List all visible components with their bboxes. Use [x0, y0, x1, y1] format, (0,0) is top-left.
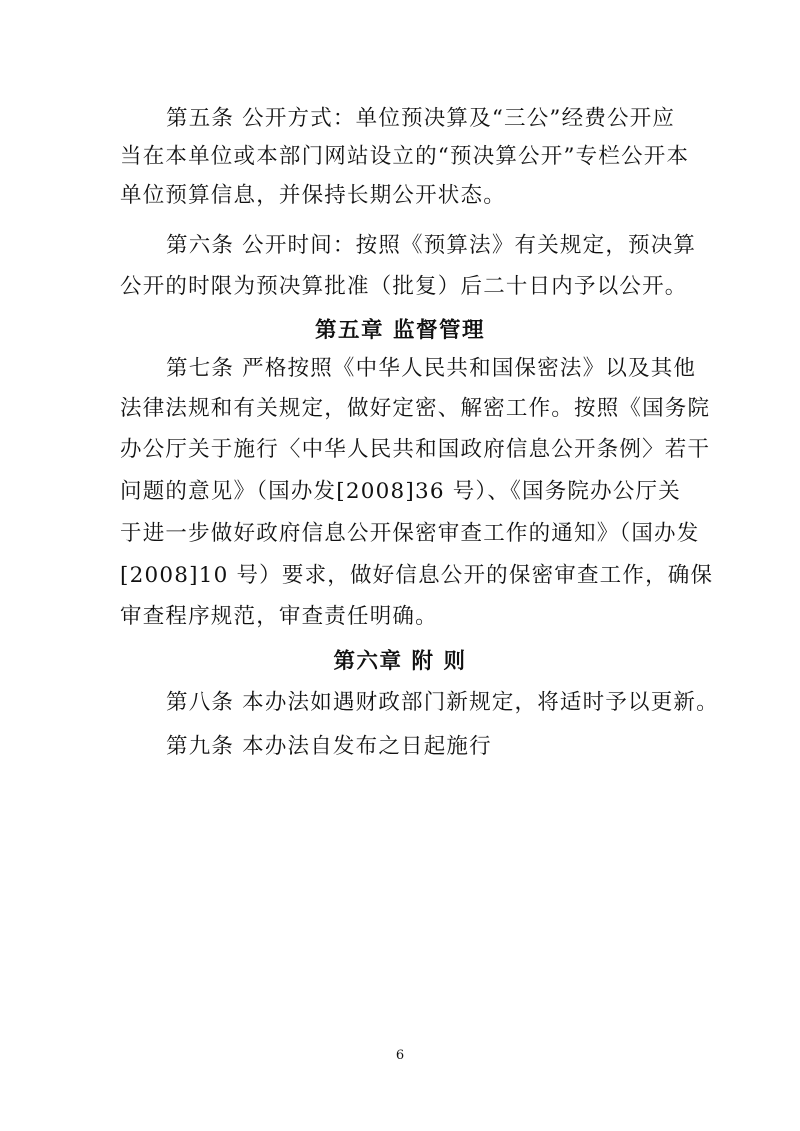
article-7-line-6: [2008]10 号）要求，做好信息公开的保密审查工作，确保 [120, 563, 714, 588]
article-7-line-7: 审查程序规范，审查责任明确。 [120, 604, 438, 629]
article-7-line-3: 办公厅关于施行〈中华人民共和国政府信息公开条例〉若干 [120, 437, 711, 462]
chapter-6-heading: 第六章 附 则 [333, 649, 467, 674]
chapter-5-heading: 第五章 监督管理 [315, 318, 485, 343]
article-7-line-5: 于进一步做好政府信息公开保密审查工作的通知》（国办发 [120, 521, 700, 546]
article-5-line-1: 第五条 公开方式：单位预决算及“三公”经费公开应 [166, 106, 676, 131]
article-7-line-1: 第七条 严格按照《中华人民共和国保密法》以及其他 [166, 356, 697, 381]
article-9-line-1: 第九条 本办法自发布之日起施行 [166, 734, 492, 759]
article-5-line-2: 当在本单位或本部门网站设立的“预决算公开”专栏公开本 [120, 144, 690, 169]
article-7-line-2: 法律法规和有关规定，做好定密、解密工作。按照《国务院 [120, 396, 711, 421]
article-8-line-1: 第八条 本办法如遇财政部门新规定，将适时予以更新。 [166, 690, 719, 715]
page-number: 6 [395, 1048, 405, 1063]
article-6-line-2: 公开的时限为预决算批准（批复）后二十日内予以公开。 [120, 274, 688, 299]
article-5-line-3: 单位预算信息，并保持长期公开状态。 [120, 183, 506, 208]
article-7-line-4: 问题的意见》（国办发[2008]36 号）、《国务院办公厅关 [120, 479, 681, 504]
article-6-line-1: 第六条 公开时间：按照《预算法》有关规定，预决算 [166, 233, 697, 258]
